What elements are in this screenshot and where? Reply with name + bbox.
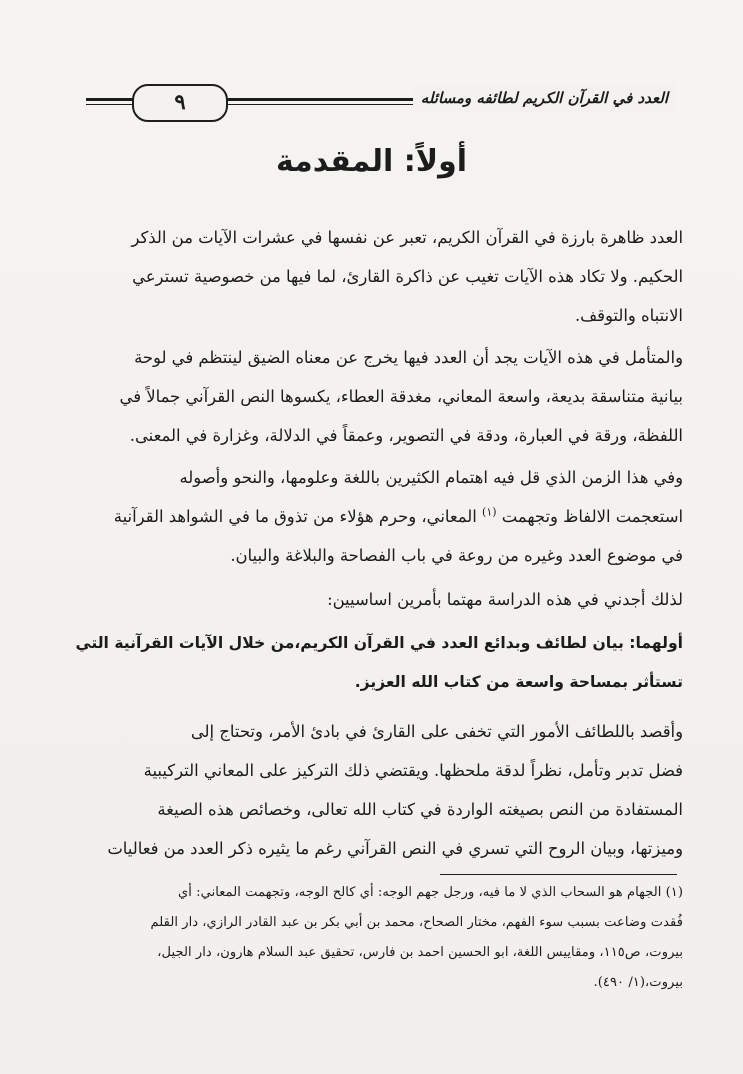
footnote-1 — [72, 878, 683, 998]
text-line: في موضوع العدد وغيره من روعة في باب الفصاحة والبلاغة والبيان. — [230, 546, 683, 565]
text-segment: المعاني، وحرم هؤلاء من تذوق ما في الشواهد القرآنية — [113, 507, 477, 526]
footnote-line: فُقدت وضاعت بسبب سوء الفهم، مختار الصحاح، محمد بن أبي بكر بن عبد القادر الرازي، دار القلم — [150, 915, 683, 930]
paragraph-6 — [74, 712, 683, 868]
section-heading: أولاً: المقدمة — [275, 144, 468, 179]
text-line: العدد ظاهرة بارزة في القرآن الكريم، تعبر عن نفسها في عشرات الآيات من الذكر — [131, 228, 683, 247]
paragraph-1 — [74, 218, 683, 335]
text-line: المستفادة من النص بصيغته الواردة في كتاب الله تعالى، وخصائص هذه الصيغة — [157, 800, 683, 819]
paragraph-2 — [74, 338, 683, 455]
paragraph-5 — [74, 624, 683, 702]
paragraph-3 — [74, 458, 683, 575]
footnote-line: بيروت،(١/ ٤٩٠). — [593, 975, 683, 990]
footnote-line: بيروت، ص١١٥، ومقاييس اللغة، ابو الحسين احمد بن فارس، تحقيق عبد السلام هارون، دار الجيل، — [157, 945, 683, 960]
running-title: العدد في القرآن الكريم لطائفه ومسائله — [413, 84, 676, 112]
text-line: لذلك أجدني في هذه الدراسة مهتما بأمرين اساسيين: — [327, 590, 683, 609]
footnote-reference: (١) — [482, 505, 497, 519]
footnote-separator — [440, 874, 677, 875]
text-line: الانتباه والتوقف. — [574, 306, 683, 325]
text-line: بيانية متناسقة بديعة، واسعة المعاني، مغدقة العطاء، يكسوها النص القرآني جمالاً في — [119, 387, 683, 406]
text-line: تستأثر بمساحة واسعة من كتاب الله العزيز. — [354, 673, 683, 691]
text-line: اللفظة، ورقة في العبارة، ودقة في التصوير، وعمقاً في الدلالة، وغزارة في المعنى. — [129, 426, 683, 445]
text-line: أولهما: بيان لطائف وبدائع العدد في القرآن الكريم،من خلال الآيات القرآنية التي — [75, 634, 683, 652]
text-line: وفي هذا الزمن الذي قل فيه اهتمام الكثيرين باللغة وعلومها، والنحو وأصوله — [179, 468, 683, 487]
running-header — [86, 84, 676, 120]
text-segment: استعجمت الالفاظ وتجهمت — [501, 507, 683, 526]
footnote-line: (١) الجهام هو السحاب الذي لا ما فيه، ورجل جهم الوجه: أي كالح الوجه، وتجهمت المعاني: أي — [177, 885, 683, 900]
text-line: وأقصد باللطائف الأمور التي تخفى على القارئ في بادئ الأمر، وتحتاج إلى — [190, 722, 683, 741]
text-line — [74, 497, 683, 536]
text-line: والمتأمل في هذه الآيات يجد أن العدد فيها يخرج عن معناه الضيق لينتظم في لوحة — [134, 348, 683, 367]
text-line: فضل تدبر وتأمل، نظراً لدقة ملحظها. ويقتضي ذلك التركيز على المعاني التركيبية — [143, 761, 683, 780]
text-line: الحكيم. ولا تكاد هذه الآيات تغيب عن ذاكرة القارئ، لما فيها من خصوصية تسترعي — [132, 267, 683, 286]
page-number: ٩ — [132, 84, 228, 122]
paragraph-4 — [74, 580, 683, 619]
text-line: وميزتها، وبيان الروح التي تسري في النص القرآني رغم ما يثيره ذكر العدد من فعاليات — [107, 839, 683, 858]
